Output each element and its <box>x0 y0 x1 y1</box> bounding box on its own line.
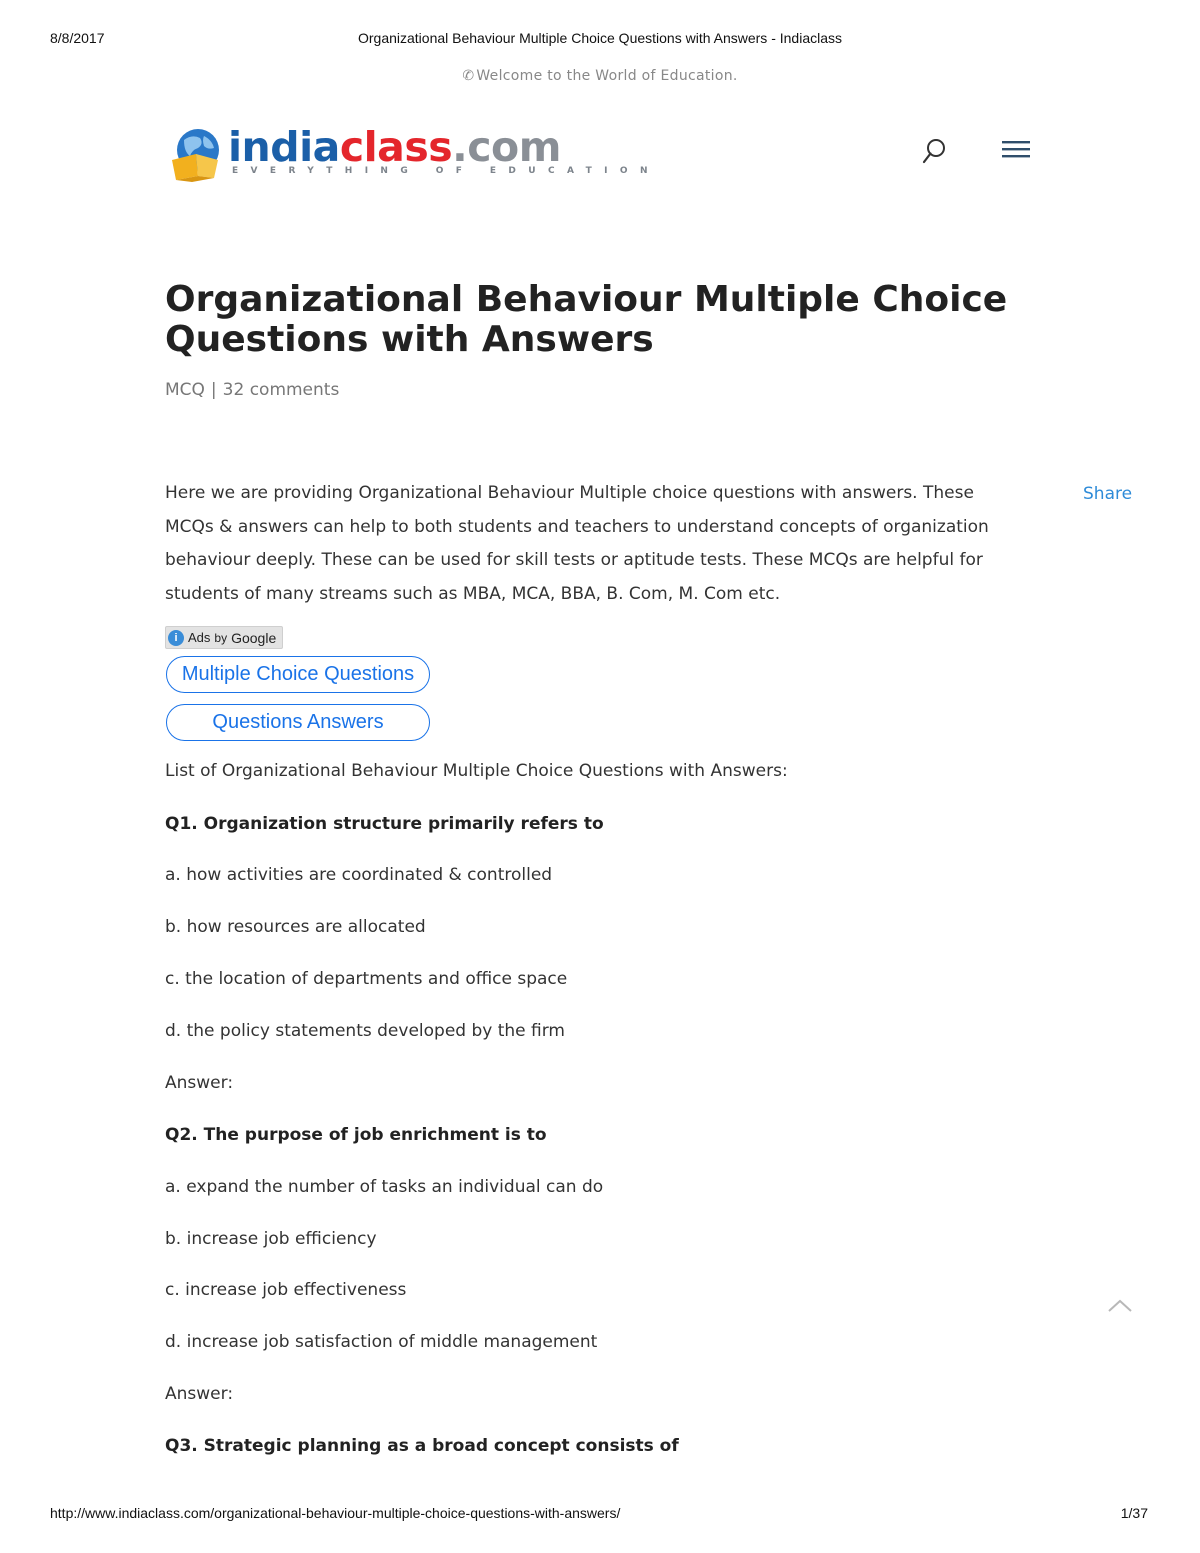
ad-link-questions-answers[interactable]: Questions Answers <box>166 704 430 741</box>
phone-icon: ✆ <box>462 68 475 84</box>
print-footer <box>0 1505 1200 1525</box>
site-logo[interactable] <box>168 123 660 184</box>
list-intro: List of Organizational Behaviour Multiple Choice Questions with Answers: <box>165 761 788 781</box>
answer-option: a. how activities are coordinated & controlled <box>165 865 553 885</box>
search-icon[interactable] <box>921 137 947 165</box>
print-page-number: 1/37 <box>1120 1505 1148 1521</box>
adchoices-icon: i <box>168 630 184 646</box>
welcome-text: Welcome to the World of Education. <box>476 68 738 84</box>
comments-link[interactable]: 32 comments <box>222 380 340 400</box>
print-title: Organizational Behaviour Multiple Choice Questions with Answers - Indiaclass <box>357 30 842 46</box>
meta-separator: | <box>210 380 217 400</box>
print-header <box>0 30 1200 50</box>
answer-label: Answer: <box>165 1384 234 1404</box>
ads-google-label: Google <box>231 629 277 646</box>
print-url: http://www.indiaclass.com/organizational-behaviour-multiple-choice-questions-with-answers/ <box>50 1505 621 1521</box>
ads-by-label: by <box>214 630 228 645</box>
answer-option: a. expand the number of tasks an individual can do <box>165 1177 604 1197</box>
answer-option: d. increase job satisfaction of middle management <box>165 1332 598 1352</box>
answer-option: b. how resources are allocated <box>165 917 426 937</box>
question-title: Q2. The purpose of job enrichment is to <box>165 1125 547 1145</box>
globe-logo-icon <box>168 126 224 182</box>
answer-option: b. increase job efficiency <box>165 1229 377 1249</box>
answer-option: c. the location of departments and office space <box>165 969 568 989</box>
page-title: Organizational Behaviour Multiple Choice Questions with Answers <box>165 279 1008 360</box>
intro-paragraph: Here we are providing Organizational Behaviour Multiple choice questions with answers. These MCQs & answers can help to both students and teachers to understand concepts of organization behaviour deeply. These can be used for skill tests or aptitude tests. These MCQs are helpful for students of many streams such as MBA, MCA, BBA, B. Com, M. Com etc. <box>165 483 989 604</box>
category-link[interactable]: MCQ <box>165 380 205 400</box>
post-meta <box>165 380 339 400</box>
scroll-to-top-icon[interactable] <box>1106 1296 1134 1314</box>
hamburger-menu-icon[interactable] <box>1001 138 1031 160</box>
ads-label: Ads <box>188 630 211 645</box>
question-title: Q1. Organization structure primarily refers to <box>165 814 604 834</box>
share-button[interactable]: Share <box>1083 484 1133 504</box>
welcome-bar <box>0 68 1200 84</box>
answer-label: Answer: <box>165 1073 234 1093</box>
answer-option: d. the policy statements developed by the firm <box>165 1021 565 1041</box>
logo-wordmark: indiaclass.com <box>228 123 561 171</box>
ads-by-google-badge[interactable] <box>165 626 283 649</box>
answer-option: c. increase job effectiveness <box>165 1280 407 1300</box>
print-date: 8/8/2017 <box>50 30 105 46</box>
ad-link-multiple-choice-questions[interactable]: Multiple Choice Questions <box>166 656 430 693</box>
question-title: Q3. Strategic planning as a broad concept consists of <box>165 1436 679 1456</box>
logo-tagline: EVERYTHING OF EDUCATION <box>232 166 660 176</box>
